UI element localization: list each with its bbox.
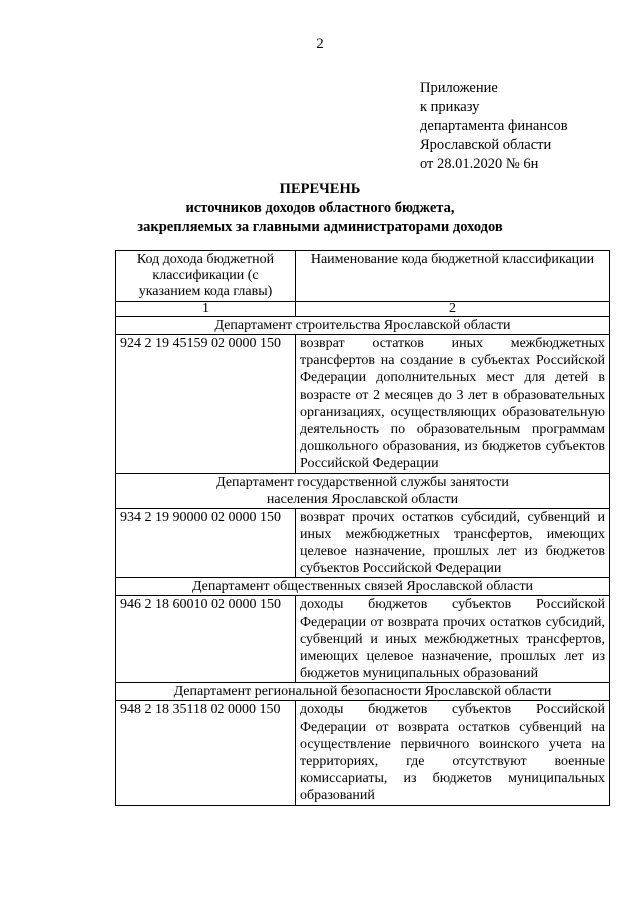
column-number-code: 1 [116, 302, 296, 317]
appendix-line: к приказу [420, 99, 480, 115]
document-heading [0, 180, 640, 237]
department-name: Департамент общественных связей Ярославской области [116, 578, 610, 596]
revenue-code: 946 2 18 60010 02 0000 150 [116, 596, 296, 683]
table-row [116, 701, 610, 805]
appendix-line: от 28.01.2020 № 6н [420, 156, 539, 172]
table-row [116, 508, 610, 578]
appendix-line: Приложение [420, 80, 498, 96]
revenue-code: 924 2 19 45159 02 0000 150 [116, 335, 296, 474]
department-name: Департамент строительства Ярославской области [116, 317, 610, 335]
appendix-line: Ярославской области [420, 137, 552, 153]
heading-line: закрепляемых за главными администраторами доходов [137, 219, 503, 235]
revenue-description: доходы бюджетов субъектов Российской Федерации от возврата остатков субвенций на осуществление первичного воинского учета на территориях, где отсутствуют военные комиссариаты, из бюджетов муниципальных образований [296, 701, 610, 805]
appendix-block [420, 79, 568, 174]
revenue-code: 948 2 18 35118 02 0000 150 [116, 701, 296, 805]
column-number-name: 2 [296, 302, 610, 317]
revenue-sources-table [115, 250, 610, 806]
column-header-name: Наименование кода бюджетной классификации [296, 251, 610, 302]
revenue-description: доходы бюджетов субъектов Российской Федерации от возврата прочих остатков субсидий, субвенций и иных межбюджетных трансфертов, имеющих целевое назначение, прошлых лет из бюджетов муниципальных образований [296, 596, 610, 683]
department-row [116, 683, 610, 701]
table-number-row [116, 302, 610, 317]
department-row [116, 473, 610, 508]
revenue-description: возврат остатков иных межбюджетных трансфертов на создание в субъектах Российской Федерации дополнительных мест для детей в возрасте от 2 месяцев до 3 лет в образовательных организациях, осуществляющих образовательную деятельность по образовательным программам дошкольного образования, из бюджетов субъектов Российской Федерации [296, 335, 610, 474]
revenue-description: возврат прочих остатков субсидий, субвенций и иных межбюджетных трансфертов, имеющих целевое назначение, прошлых лет из бюджетов субъектов Российской Федерации [296, 508, 610, 578]
department-name: Департамент государственной службы занятости населения Ярославской области [116, 473, 610, 508]
heading-title: ПЕРЕЧЕНЬ [279, 181, 361, 197]
department-row [116, 578, 610, 596]
department-row [116, 317, 610, 335]
table-row [116, 596, 610, 683]
heading-line: источников доходов областного бюджета, [185, 200, 455, 216]
table-header-row [116, 251, 610, 302]
revenue-code: 934 2 19 90000 02 0000 150 [116, 508, 296, 578]
department-name: Департамент региональной безопасности Ярославской области [116, 683, 610, 701]
appendix-line: департамента финансов [420, 118, 568, 134]
column-header-code: Код дохода бюджетной классификации (с указанием кода главы) [116, 251, 296, 302]
table-row [116, 335, 610, 474]
page-number: 2 [316, 36, 324, 52]
